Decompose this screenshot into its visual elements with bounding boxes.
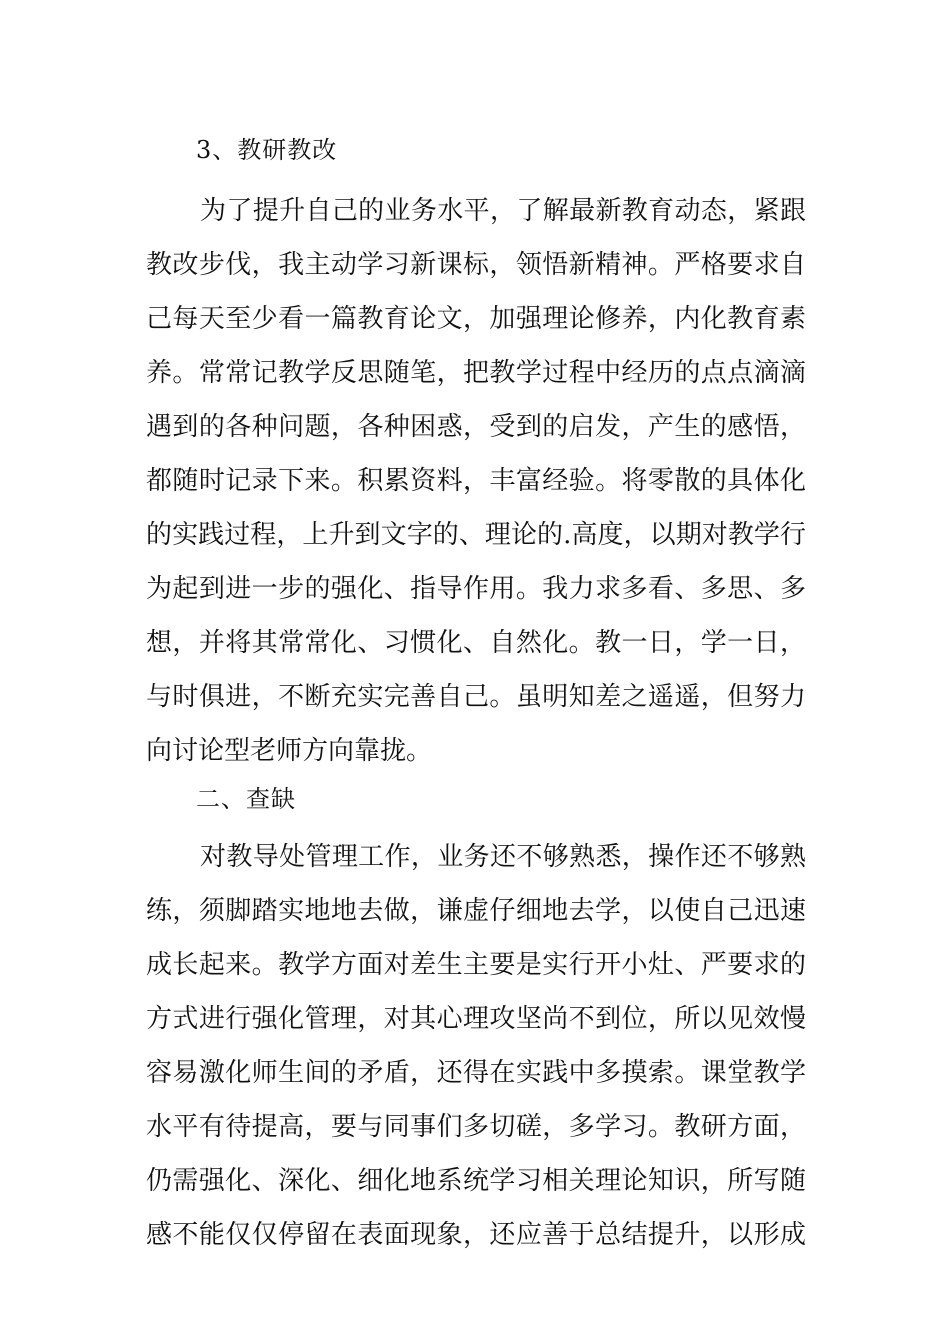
paragraph-line: 为起到进一步的强化、指导作用。我力求多看、多思、多	[146, 574, 806, 604]
section-heading-teaching-research: 3、教研教改	[196, 136, 338, 164]
paragraph-line: 己每天至少看一篇教育论文，加强理论修养，内化教育素	[146, 304, 806, 334]
paragraph-line: 向讨论型老师方向靠拢。	[146, 736, 433, 766]
paragraph-line: 教改步伐，我主动学习新课标，领悟新精神。严格要求自	[146, 250, 806, 280]
paragraph-line: 成长起来。教学方面对差生主要是实行开小灶、严要求的	[146, 950, 806, 980]
paragraph-line: 想，并将其常常化、习惯化、自然化。教一日，学一日，	[146, 628, 806, 658]
paragraph-line: 练，须脚踏实地地去做，谦虚仔细地去学，以使自己迅速	[146, 896, 806, 926]
paragraph-line: 感不能仅仅停留在表面现象，还应善于总结提升，以形成	[146, 1220, 806, 1250]
paragraph-line: 容易激化师生间的矛盾，还得在实践中多摸索。课堂教学	[146, 1058, 806, 1088]
paragraph-line: 为了提升自己的业务水平，了解最新教育动态，紧跟	[200, 196, 806, 226]
paragraph-line: 仍需强化、深化、细化地系统学习相关理论知识，所写随	[146, 1166, 806, 1196]
paragraph-line: 对教导处管理工作，业务还不够熟悉，操作还不够熟	[200, 842, 806, 872]
paragraph-line: 与时俱进，不断充实完善自己。虽明知差之遥遥，但努力	[146, 682, 806, 712]
paragraph-line: 的实践过程，上升到文字的、理论的.高度，以期对教学行	[146, 520, 806, 550]
paragraph-teaching-research	[146, 184, 806, 778]
paragraph-line: 遇到的各种问题，各种困惑，受到的启发，产生的感悟，	[146, 412, 806, 442]
paragraph-line: 养。常常记教学反思随笔，把教学过程中经历的点点滴滴	[146, 358, 806, 388]
paragraph-line: 都随时记录下来。积累资料，丰富经验。将零散的具体化	[146, 466, 806, 496]
paragraph-gaps	[146, 830, 806, 1262]
paragraph-line: 方式进行强化管理，对其心理攻坚尚不到位，所以见效慢	[146, 1004, 806, 1034]
section-heading-gaps: 二、查缺	[196, 785, 296, 813]
paragraph-line: 水平有待提高，要与同事们多切磋，多学习。教研方面，	[146, 1112, 806, 1142]
